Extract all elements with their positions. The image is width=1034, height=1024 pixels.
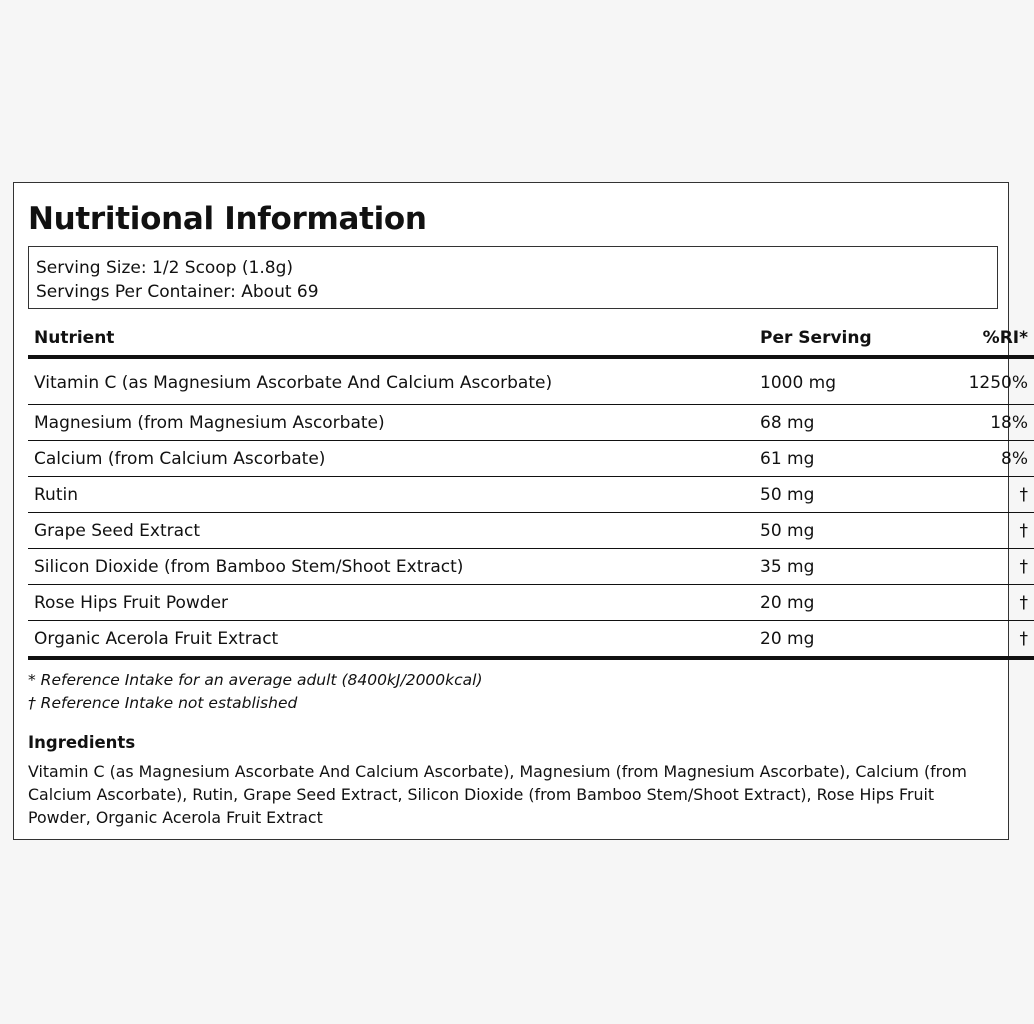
nutrient-name: Vitamin C (as Magnesium Ascorbate And Calcium Ascorbate): [28, 357, 754, 405]
page-title: Nutritional Information: [28, 201, 427, 237]
table-row: [28, 621, 1034, 659]
serving-size: Serving Size: 1/2 Scoop (1.8g): [36, 258, 294, 278]
nutrient-ri: †: [906, 477, 1034, 513]
nutrient-amount: 20 mg: [754, 585, 906, 621]
nutrient-name: Silicon Dioxide (from Bamboo Stem/Shoot Extract): [28, 549, 754, 585]
nutrient-amount: 61 mg: [754, 441, 906, 477]
header-ri: %RI*: [906, 321, 1034, 357]
table-header-row: [28, 321, 1034, 357]
nutrient-name: Magnesium (from Magnesium Ascorbate): [28, 405, 754, 441]
table-row: [28, 513, 1034, 549]
table-row: [28, 585, 1034, 621]
nutrient-amount: 35 mg: [754, 549, 906, 585]
table-row: [28, 405, 1034, 441]
nutrient-amount: 1000 mg: [754, 357, 906, 405]
nutrient-ri: 18%: [906, 405, 1034, 441]
nutrient-amount: 68 mg: [754, 405, 906, 441]
serving-info-box: [28, 246, 998, 309]
nutrient-amount: 50 mg: [754, 477, 906, 513]
nutrient-amount: 50 mg: [754, 513, 906, 549]
ingredients-text: Vitamin C (as Magnesium Ascorbate And Calcium Ascorbate), Magnesium (from Magnesium Ascorbate), Calcium (from Calcium Ascorbate), Rutin, Grape Seed Extract, Silicon Dioxide (from Bamboo Stem/Shoot Extract), Rose Hips Fruit Powder, Organic Acerola Fruit Extract: [28, 762, 967, 827]
nutrient-name: Rutin: [28, 477, 754, 513]
nutrient-ri: †: [906, 585, 1034, 621]
table-row: [28, 441, 1034, 477]
table-row: [28, 477, 1034, 513]
nutrient-ri: †: [906, 621, 1034, 659]
nutrient-amount: 20 mg: [754, 621, 906, 659]
nutrient-name: Rose Hips Fruit Powder: [28, 585, 754, 621]
nutrient-name: Grape Seed Extract: [28, 513, 754, 549]
header-per-serving: Per Serving: [754, 321, 906, 357]
nutrient-ri: 1250%: [906, 357, 1034, 405]
servings-per-container: Servings Per Container: About 69: [36, 282, 319, 302]
nutrient-table: [28, 321, 1034, 660]
nutrient-name: Calcium (from Calcium Ascorbate): [28, 441, 754, 477]
table-row: [28, 357, 1034, 405]
ingredients-heading: Ingredients: [28, 733, 136, 752]
footnote-reference-intake: * Reference Intake for an average adult (8400kJ/2000kcal): [28, 671, 483, 689]
footnotes: [28, 669, 483, 715]
footnote-not-established: † Reference Intake not established: [28, 694, 298, 712]
header-nutrient: Nutrient: [28, 321, 754, 357]
nutrient-name: Organic Acerola Fruit Extract: [28, 621, 754, 659]
nutrient-ri: 8%: [906, 441, 1034, 477]
nutrient-ri: †: [906, 513, 1034, 549]
table-row: [28, 549, 1034, 585]
nutrition-panel: [13, 182, 1028, 840]
nutrient-ri: †: [906, 549, 1034, 585]
